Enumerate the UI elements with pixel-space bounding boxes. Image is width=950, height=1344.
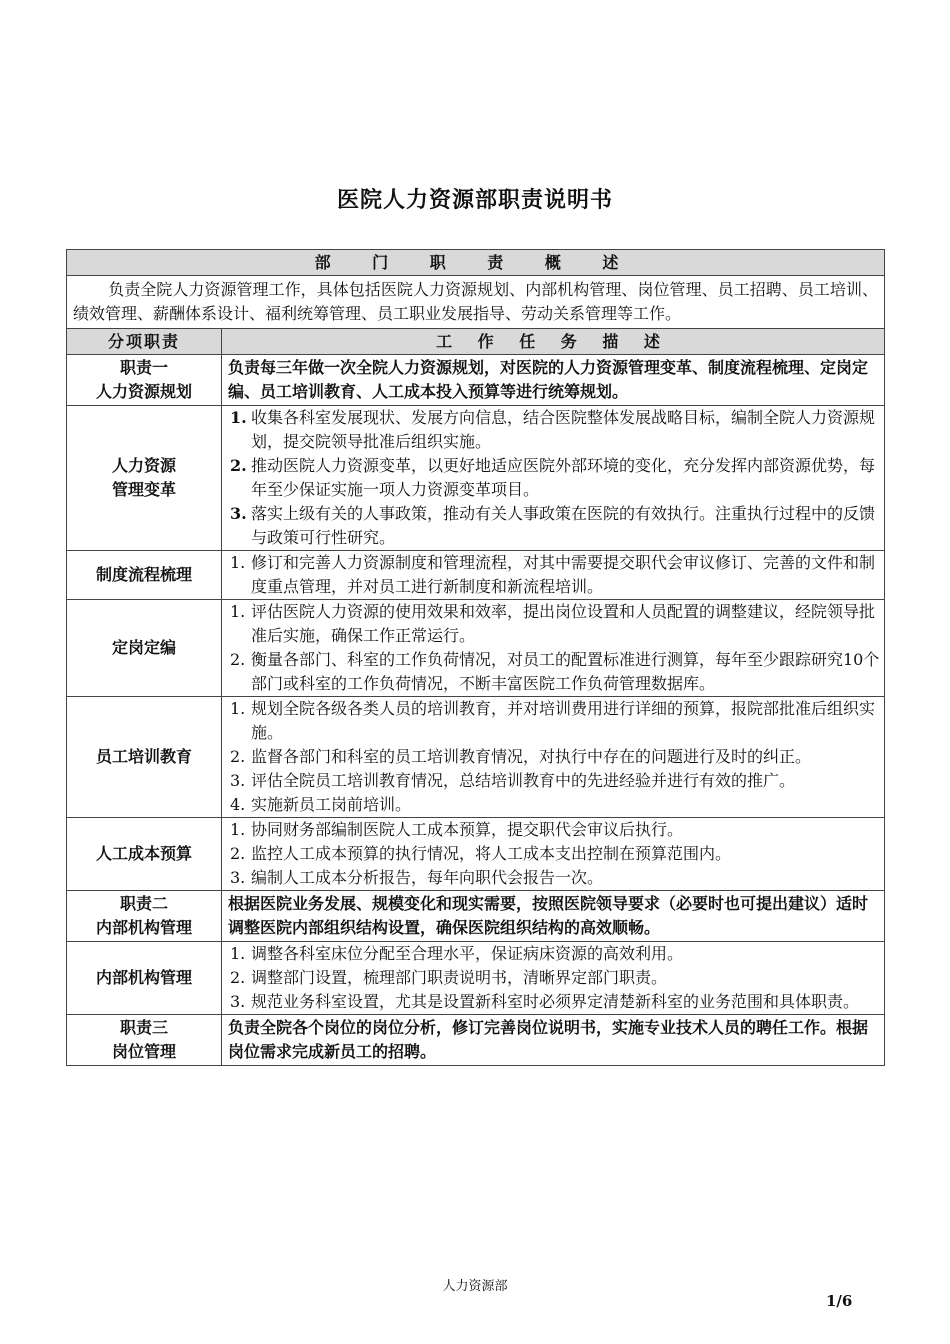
task-item bbox=[224, 990, 882, 1014]
column-header-right: 工 作 任 务 描 述 bbox=[222, 329, 885, 355]
duty-name-cell bbox=[67, 406, 222, 551]
overview-header-row bbox=[67, 250, 885, 276]
duty-name-cell bbox=[67, 818, 222, 891]
task-item bbox=[224, 745, 882, 769]
task-text: 调整部门设置，梳理部门职责说明书，清晰界定部门职责。 bbox=[251, 968, 668, 987]
responsibility-table bbox=[66, 249, 885, 1066]
task-number: 4. bbox=[230, 795, 246, 814]
duty-row bbox=[67, 942, 885, 1015]
task-number: 3. bbox=[230, 504, 247, 523]
task-text: 协同财务部编制医院人工成本预算，提交职代会审议后执行。 bbox=[251, 820, 684, 839]
task-item bbox=[224, 454, 882, 502]
overview-row bbox=[67, 276, 885, 329]
task-list bbox=[224, 942, 882, 1014]
duty-name-cell bbox=[67, 355, 222, 406]
duty-name-line: 职责二 bbox=[119, 894, 168, 913]
page-number: 1/6 bbox=[826, 1292, 853, 1310]
task-item bbox=[224, 866, 882, 890]
task-item bbox=[224, 942, 882, 966]
duty-name-line: 内部机构管理 bbox=[95, 968, 192, 987]
duty-name-line: 岗位管理 bbox=[111, 1042, 176, 1061]
duty-description-cell: 根据医院业务发展、规模变化和现实需要，按照医院领导要求（必要时也可提出建议）适时调整医院内部组织结构设置，确保医院组织结构的高效顺畅。 bbox=[222, 891, 885, 942]
task-text: 评估医院人力资源的使用效果和效率，提出岗位设置和人员配置的调整建议，经院领导批准后实施，确保工作正常运行。 bbox=[251, 602, 876, 645]
task-text: 规划全院各级各类人员的培训教育，并对培训费用进行详细的预算，报院部批准后组织实施。 bbox=[251, 699, 876, 742]
duty-description-cell bbox=[222, 600, 885, 697]
task-list bbox=[224, 551, 882, 599]
task-item bbox=[224, 406, 882, 454]
task-text: 衡量各部门、科室的工作负荷情况，对员工的配置标准进行测算，每年至少跟踪研究10个部门或科室的工作负荷情况，不断丰富医院工作负荷管理数据库。 bbox=[251, 650, 880, 693]
duty-name-cell bbox=[67, 891, 222, 942]
task-list bbox=[224, 818, 882, 890]
duty-name-line: 管理变革 bbox=[111, 480, 176, 499]
duty-row bbox=[67, 818, 885, 891]
task-text: 监控人工成本预算的执行情况，将人工成本支出控制在预算范围内。 bbox=[251, 844, 732, 863]
task-number: 2. bbox=[230, 456, 247, 475]
duty-row bbox=[67, 1015, 885, 1066]
task-text: 推动医院人力资源变革，以更好地适应医院外部环境的变化，充分发挥内部资源优势，每年至少保证实施一项人力资源变革项目。 bbox=[251, 456, 876, 499]
task-number: 1. bbox=[230, 944, 246, 963]
duty-row bbox=[67, 551, 885, 600]
duty-row bbox=[67, 891, 885, 942]
task-text: 调整各科室床位分配至合理水平，保证病床资源的高效利用。 bbox=[251, 944, 684, 963]
task-item bbox=[224, 551, 882, 599]
task-item bbox=[224, 769, 882, 793]
task-item bbox=[224, 818, 882, 842]
duty-name-cell bbox=[67, 551, 222, 600]
task-item bbox=[224, 502, 882, 550]
duty-description-cell bbox=[222, 697, 885, 818]
task-number: 2. bbox=[230, 968, 246, 987]
duty-description-cell: 负责每三年做一次全院人力资源规划，对医院的人力资源管理变革、制度流程梳理、定岗定编、员工培训教育、人工成本投入预算等进行统筹规划。 bbox=[222, 355, 885, 406]
duty-name-line: 人工成本预算 bbox=[95, 844, 192, 863]
duty-description-cell bbox=[222, 942, 885, 1015]
task-number: 1. bbox=[230, 408, 247, 427]
task-number: 2. bbox=[230, 747, 246, 766]
task-item bbox=[224, 842, 882, 866]
duty-name-cell bbox=[67, 942, 222, 1015]
duty-name-line: 制度流程梳理 bbox=[95, 565, 192, 584]
task-text: 修订和完善人力资源制度和管理流程，对其中需要提交职代会审议修订、完善的文件和制度重点管理，并对员工进行新制度和新流程培训。 bbox=[251, 553, 876, 596]
document-title: 医院人力资源部职责说明书 bbox=[336, 187, 613, 213]
duty-name-cell bbox=[67, 1015, 222, 1066]
duty-name-line: 人力资源 bbox=[111, 456, 176, 475]
duty-name-line: 定岗定编 bbox=[111, 638, 176, 657]
duty-name-line: 内部机构管理 bbox=[95, 918, 192, 937]
task-text: 编制人工成本分析报告，每年向职代会报告一次。 bbox=[251, 868, 604, 887]
column-header-row bbox=[67, 329, 885, 355]
task-text: 评估全院员工培训教育情况，总结培训教育中的先进经验并进行有效的推广。 bbox=[251, 771, 796, 790]
column-header-left: 分项职责 bbox=[67, 329, 222, 355]
task-number: 1. bbox=[230, 602, 246, 621]
task-number: 2. bbox=[230, 844, 246, 863]
task-number: 1. bbox=[230, 699, 246, 718]
overview-text: 负责全院人力资源管理工作，具体包括医院人力资源规划、内部机构管理、岗位管理、员工招聘、员工培训、绩效管理、薪酬体系设计、福利统筹管理、员工职业发展指导、劳动关系管理等工作。 bbox=[73, 280, 879, 323]
task-text: 落实上级有关的人事政策，推动有关人事政策在医院的有效执行。注重执行过程中的反馈与政策可行性研究。 bbox=[251, 504, 876, 547]
task-item bbox=[224, 648, 882, 696]
duty-row bbox=[67, 406, 885, 551]
duty-name-line: 职责一 bbox=[119, 358, 168, 377]
task-list bbox=[224, 406, 882, 550]
duty-description-cell: 负责全院各个岗位的岗位分析，修订完善岗位说明书，实施专业技术人员的聘任工作。根据岗位需求完成新员工的招聘。 bbox=[222, 1015, 885, 1066]
task-number: 2. bbox=[230, 650, 246, 669]
task-text: 实施新员工岗前培训。 bbox=[251, 795, 412, 814]
task-number: 1. bbox=[230, 820, 246, 839]
duty-name-line: 人力资源规划 bbox=[95, 382, 192, 401]
task-number: 1. bbox=[230, 553, 246, 572]
duty-row bbox=[67, 697, 885, 818]
duty-description-cell bbox=[222, 551, 885, 600]
task-item bbox=[224, 966, 882, 990]
task-list bbox=[224, 697, 882, 817]
task-number: 3. bbox=[230, 868, 246, 887]
duty-name-cell bbox=[67, 697, 222, 818]
task-text: 收集各科室发展现状、发展方向信息，结合医院整体发展战略目标，编制全院人力资源规划，提交院领导批准后组织实施。 bbox=[251, 408, 876, 451]
overview-header: 部 门 职 责 概 述 bbox=[67, 250, 885, 276]
page-footer: 人力资源部 bbox=[442, 1279, 508, 1294]
task-text: 监督各部门和科室的员工培训教育情况，对执行中存在的问题进行及时的纠正。 bbox=[251, 747, 812, 766]
duty-name-cell bbox=[67, 600, 222, 697]
task-item bbox=[224, 697, 882, 745]
overview-cell bbox=[67, 276, 885, 329]
duty-description-cell bbox=[222, 818, 885, 891]
task-item bbox=[224, 600, 882, 648]
duty-row bbox=[67, 600, 885, 697]
task-item bbox=[224, 793, 882, 817]
duty-description-cell bbox=[222, 406, 885, 551]
duty-name-line: 员工培训教育 bbox=[95, 747, 192, 766]
task-number: 3. bbox=[230, 771, 246, 790]
task-text: 规范业务科室设置，尤其是设置新科室时必须界定清楚新科室的业务范围和具体职责。 bbox=[251, 992, 860, 1011]
task-list bbox=[224, 600, 882, 696]
duty-row bbox=[67, 355, 885, 406]
task-number: 3. bbox=[230, 992, 246, 1011]
duty-name-line: 职责三 bbox=[119, 1018, 168, 1037]
